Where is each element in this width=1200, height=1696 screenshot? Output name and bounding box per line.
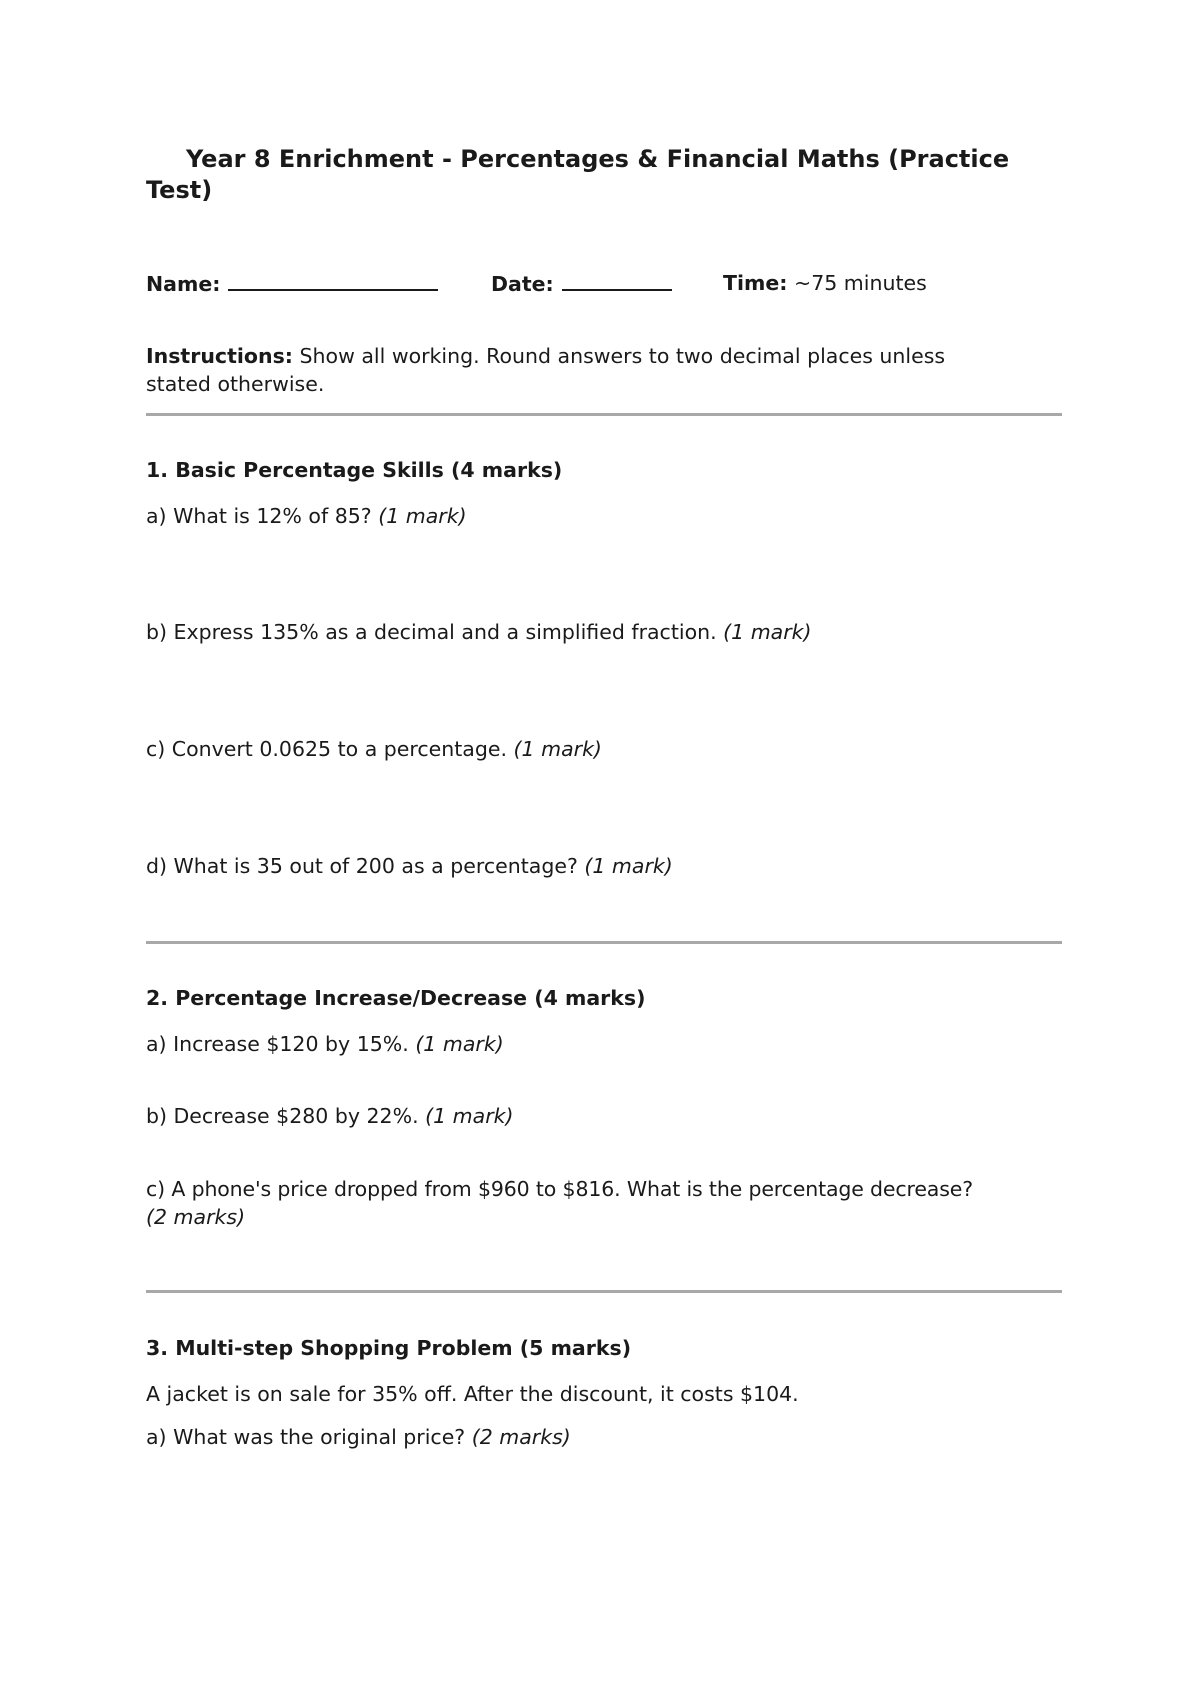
- section-3-intro: A jacket is on sale for 35% off. After the discount, it costs $104.: [146, 1382, 799, 1406]
- question-marks: (1 mark): [378, 504, 467, 528]
- question-marks: (2 marks): [471, 1425, 571, 1449]
- question-2c-marks: (2 marks): [146, 1205, 246, 1229]
- section-1-heading: 1. Basic Percentage Skills (4 marks): [146, 458, 563, 482]
- meta-row: [146, 269, 438, 298]
- question-text: a) What was the original price?: [146, 1425, 466, 1449]
- name-blank[interactable]: [228, 269, 438, 291]
- question-text: b) Decrease $280 by 22%.: [146, 1104, 419, 1128]
- question-text: a) Increase $120 by 15%.: [146, 1032, 409, 1056]
- section-3-heading: 3. Multi-step Shopping Problem (5 marks): [146, 1336, 632, 1360]
- divider: [146, 941, 1062, 944]
- page-title-line-1: Year 8 Enrichment - Percentages & Financial Maths (Practice: [186, 145, 1010, 173]
- time-value: ~75 minutes: [794, 271, 927, 295]
- section-2-heading: 2. Percentage Increase/Decrease (4 marks): [146, 986, 646, 1010]
- question-2c: c) A phone's price dropped from $960 to $816. What is the percentage decrease?: [146, 1177, 973, 1201]
- page-title-line-2: Test): [146, 176, 213, 204]
- date-label: Date:: [491, 272, 554, 296]
- question-1b: [146, 618, 812, 646]
- question-text: d) What is 35 out of 200 as a percentage?: [146, 854, 578, 878]
- divider: [146, 413, 1062, 416]
- date-row: [491, 269, 672, 298]
- time-label: Time:: [723, 271, 788, 295]
- question-1a: [146, 502, 467, 530]
- instructions-label: Instructions:: [146, 344, 293, 368]
- question-marks: (1 mark): [584, 854, 673, 878]
- question-1d: [146, 852, 673, 880]
- divider: [146, 1290, 1062, 1293]
- question-text: c) Convert 0.0625 to a percentage.: [146, 737, 508, 761]
- question-marks: (1 mark): [513, 737, 602, 761]
- question-text: b) Express 135% as a decimal and a simplified fraction.: [146, 620, 717, 644]
- question-marks: (1 mark): [723, 620, 812, 644]
- question-text: a) What is 12% of 85?: [146, 504, 372, 528]
- question-1c: [146, 735, 602, 763]
- instructions-line-2: stated otherwise.: [146, 372, 325, 396]
- instructions-line-1: [146, 342, 945, 370]
- question-marks: (1 mark): [415, 1032, 504, 1056]
- question-3a: [146, 1423, 571, 1451]
- name-label: Name:: [146, 272, 221, 296]
- question-2a: [146, 1030, 504, 1058]
- question-2b: [146, 1102, 514, 1130]
- question-marks: (1 mark): [425, 1104, 514, 1128]
- instructions-text: Show all working. Round answers to two decimal places unless: [299, 344, 946, 368]
- date-blank[interactable]: [562, 269, 672, 291]
- time-row: [723, 269, 927, 297]
